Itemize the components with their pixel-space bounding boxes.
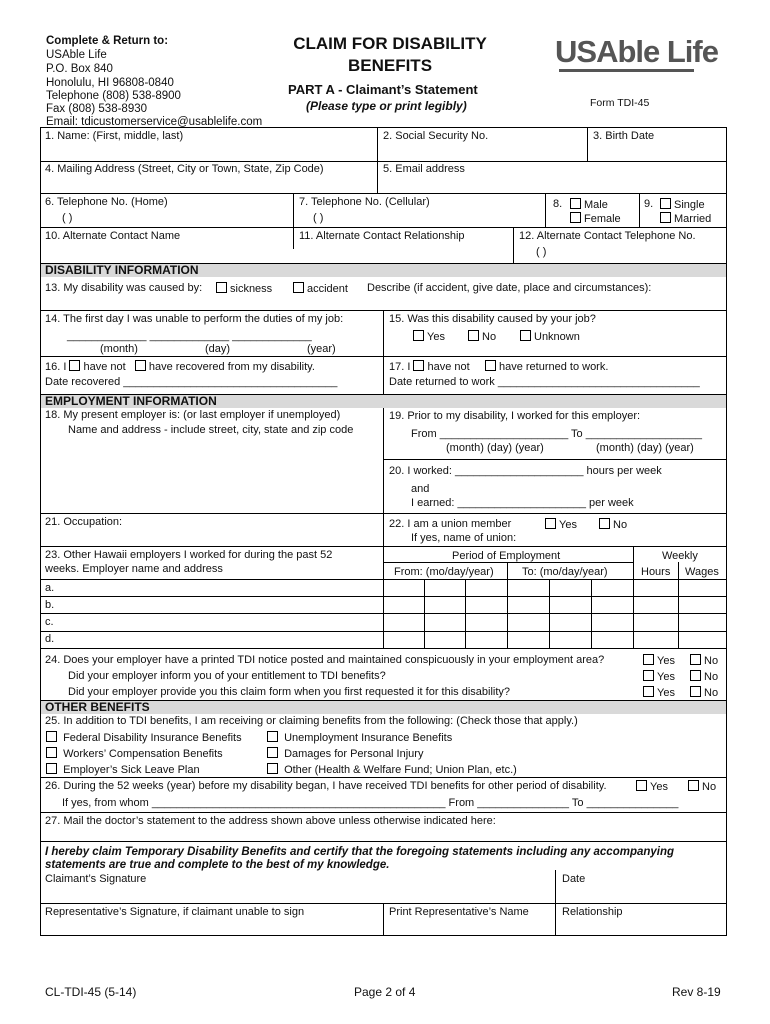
q16-have-checkbox[interactable] (135, 360, 146, 371)
q24c-no-option[interactable] (690, 686, 718, 700)
divider (678, 562, 679, 648)
from-header: From: (mo/day/year) (394, 566, 494, 578)
certification-line-2: statements are true and complete to the best of my knowledge. (45, 859, 390, 871)
female-option[interactable] (570, 212, 621, 226)
q26-a: 26. During the 52 weeks (year) before my disability began, I have received TDI benefits for other period of disability. (45, 780, 607, 792)
claimant-signature-label: Claimant’s Signature (45, 873, 147, 885)
q24b-yes-checkbox[interactable] (643, 670, 654, 681)
q14-label: 14. The first day I was unable to perform the duties of my job: (45, 313, 344, 325)
female-checkbox[interactable] (570, 212, 581, 223)
q24-b: Did your employer inform you of your entitlement to TDI benefits? (68, 670, 386, 682)
sickness-option[interactable] (216, 282, 272, 296)
period-header: Period of Employment (452, 550, 561, 562)
return-line-3: Honolulu, HI 96808-0840 (46, 77, 174, 89)
q19-from-to[interactable]: From _____________________ To ___________________ (411, 428, 702, 440)
q13-label: 13. My disability was caused by: (45, 282, 203, 294)
q16-date-recovered[interactable]: Date recovered ___________________________________ (45, 376, 338, 388)
single-option[interactable] (660, 198, 705, 212)
divider (383, 546, 384, 648)
q16-have-label: have recovered from my disability. (148, 361, 315, 373)
table-row: c. (45, 616, 54, 628)
q15-unknown-option[interactable] (520, 330, 580, 344)
divider (383, 408, 384, 546)
male-option[interactable] (570, 198, 608, 212)
q26-yes-label: Yes (650, 781, 668, 793)
single-label: Single (674, 199, 705, 211)
divider (507, 562, 508, 648)
q26-from-whom[interactable]: If yes, from whom ________________________________________________ From _______________ To _______________ (62, 797, 679, 809)
q14-year: (year) (307, 343, 336, 355)
q24a-no-option[interactable] (690, 654, 718, 668)
q24-c: Did your employer provide you this claim form when you first requested it for this disability? (68, 686, 511, 698)
q26-no-label: No (702, 781, 717, 793)
opt-sick-leave[interactable] (46, 763, 200, 777)
q13-describe: Describe (if accident, give date, place and circumstances): (367, 282, 652, 294)
q22-yes-option[interactable] (545, 518, 577, 532)
q19-label: 19. Prior to my disability, I worked for this employer: (389, 410, 641, 422)
q22-union-name: If yes, name of union: (411, 532, 517, 544)
q14-month: (month) (100, 343, 138, 355)
opt-workers-comp[interactable] (46, 747, 223, 761)
alt-contact-phone-area[interactable]: ( ) (536, 246, 547, 258)
opt-other[interactable] (267, 763, 517, 777)
damages-checkbox[interactable] (267, 747, 278, 758)
q22-no-label: No (613, 519, 628, 531)
footer-revision: Rev 8-19 (672, 985, 721, 999)
table-row: b. (45, 599, 55, 611)
q19-mdy-to: (month) (day) (year) (596, 442, 694, 454)
q25-label: 25. In addition to TDI benefits, I am receiving or claiming benefits from the following: (Check those that apply.) (45, 715, 578, 727)
q17-havenot-label: have not (427, 361, 470, 373)
male-label: Male (584, 199, 608, 211)
divider (383, 310, 384, 394)
sick-leave-label: Employer’s Sick Leave Plan (63, 764, 200, 776)
opt-damages[interactable] (267, 747, 423, 761)
q22-yes-checkbox[interactable] (545, 518, 556, 529)
q17-havenot-checkbox[interactable] (413, 360, 424, 371)
frame-left (40, 127, 41, 935)
opt-federal-disability[interactable] (46, 731, 242, 745)
divider (633, 546, 634, 648)
q22-label: 22. I am a union member (389, 518, 512, 530)
instruction: (Please type or print legibly) (306, 99, 467, 113)
yes-label: Yes (657, 655, 675, 667)
q22-yes-label: Yes (559, 519, 577, 531)
frame-top (40, 127, 727, 128)
field-ssn-label: 2. Social Security No. (383, 130, 489, 142)
q24c-yes-checkbox[interactable] (643, 686, 654, 697)
divider (40, 227, 727, 228)
field-name-label: 1. Name: (First, middle, last) (45, 130, 184, 142)
unemployment-checkbox[interactable] (267, 731, 278, 742)
q24c-yes-option[interactable] (643, 686, 675, 700)
home-phone-area[interactable]: ( ) (62, 212, 73, 224)
q18-line1: 18. My present employer is: (or last employer if unemployed) (45, 409, 341, 421)
field-cell-phone-label: 7. Telephone No. (Cellular) (299, 196, 430, 208)
divider (40, 841, 727, 842)
divider (40, 161, 727, 162)
q26-no-checkbox[interactable] (688, 780, 699, 791)
yes-label: Yes (657, 687, 675, 699)
form-title-line-2: BENEFITS (347, 56, 433, 75)
q26-yes-option[interactable] (636, 780, 668, 794)
field-marital-number: 9. (644, 198, 654, 210)
divider (587, 127, 588, 161)
sick-leave-checkbox[interactable] (46, 763, 57, 774)
q20-and: and (411, 483, 430, 495)
return-line-5: Fax (808) 538-8930 (46, 103, 148, 115)
field-home-phone-label: 6. Telephone No. (Home) (45, 196, 168, 208)
divider (40, 513, 727, 514)
q24a-yes-option[interactable] (643, 654, 675, 668)
q20-hours[interactable]: 20. I worked: _____________________ hours per week (389, 465, 662, 477)
divider (513, 227, 514, 263)
q17-have-label: have returned to work. (498, 361, 609, 373)
married-option[interactable] (660, 212, 711, 226)
cell-phone-area[interactable]: ( ) (313, 212, 324, 224)
frame-bottom (40, 935, 727, 936)
part-title: PART A - Claimant’s Statement (288, 82, 478, 97)
other-benefits-heading: OTHER BENEFITS (41, 700, 726, 714)
q21-occupation-label: 21. Occupation: (45, 516, 123, 528)
divider (40, 648, 727, 649)
return-title: Complete & Return to: (46, 35, 169, 47)
divider (40, 613, 727, 614)
q15-yes-label: Yes (427, 331, 445, 343)
disability-section-heading: DISABILITY INFORMATION (41, 263, 726, 277)
print-rep-name-label: Print Representative’s Name (389, 906, 529, 918)
divider (40, 631, 727, 632)
footer-page-number: Page 2 of 4 (354, 985, 416, 999)
female-label: Female (584, 213, 621, 225)
divider (383, 903, 384, 935)
opt-unemployment[interactable] (267, 731, 452, 745)
divider (40, 596, 727, 597)
no-label: No (704, 687, 719, 699)
rep-signature-label: Representative’s Signature, if claimant unable to sign (45, 906, 305, 918)
field-alt-contact-phone-label: 12. Alternate Contact Telephone No. (519, 230, 696, 242)
usable-life-logo: USAble Life (555, 34, 718, 69)
weekly-header: Weekly (662, 550, 698, 562)
divider (40, 193, 727, 194)
divider (40, 356, 727, 357)
federal-disability-label: Federal Disability Insurance Benefits (63, 732, 242, 744)
footer-form-code: CL-TDI-45 (5-14) (45, 985, 137, 999)
workers-comp-label: Workers’ Compensation Benefits (63, 748, 223, 760)
divider (383, 459, 727, 460)
form-title-line-1: CLAIM FOR DISABILITY (293, 34, 487, 53)
workers-comp-checkbox[interactable] (46, 747, 57, 758)
q14-date-blanks[interactable]: _____________ _____________ _____________ (67, 330, 312, 342)
other-label: Other (Health & Welfare Fund; Union Plan, etc.) (284, 764, 517, 776)
q17-date-returned[interactable]: Date returned to work _________________________________ (389, 376, 700, 388)
q24b-yes-option[interactable] (643, 670, 675, 684)
divider (40, 812, 727, 813)
q24b-no-option[interactable] (690, 670, 718, 684)
logo-underline (559, 69, 694, 72)
federal-disability-checkbox[interactable] (46, 731, 57, 742)
hours-header: Hours (641, 566, 671, 578)
q18-line2: Name and address - include street, city, state and zip code (68, 424, 354, 436)
q14-day: (day) (205, 343, 231, 355)
q26-yes-checkbox[interactable] (636, 780, 647, 791)
q24a-yes-checkbox[interactable] (643, 654, 654, 665)
divider (383, 562, 633, 563)
other-checkbox[interactable] (267, 763, 278, 774)
q16-row (45, 360, 315, 374)
accident-checkbox[interactable] (293, 282, 304, 293)
field-alt-contact-name-label: 10. Alternate Contact Name (45, 230, 181, 242)
q15-yes-checkbox[interactable] (413, 330, 424, 341)
q15-label: 15. Was this disability caused by your job? (389, 313, 596, 325)
sickness-label: sickness (230, 283, 273, 295)
q17-row (389, 360, 608, 374)
return-line-1: USAble Life (46, 49, 107, 61)
sickness-checkbox[interactable] (216, 282, 227, 293)
no-label: No (704, 655, 719, 667)
certification-line-1: I hereby claim Temporary Disability Benefits and certify that the foregoing statements including any accompanying (45, 846, 675, 858)
return-line-4: Telephone (808) 538-8900 (46, 90, 181, 102)
q23-line1: 23. Other Hawaii employers I worked for during the past 52 (45, 549, 333, 561)
yes-label: Yes (657, 671, 675, 683)
q22-no-checkbox[interactable] (599, 518, 610, 529)
relationship-label: Relationship (562, 906, 623, 918)
q24-a: 24. Does your employer have a printed TDI notice posted and maintained conspicuously in your employment area? (45, 654, 605, 666)
damages-label: Damages for Personal Injury (284, 748, 424, 760)
divider (40, 777, 727, 778)
q15-unknown-label: Unknown (534, 331, 580, 343)
q27-label: 27. Mail the doctor’s statement to the address shown above unless otherwise indicated here: (45, 815, 496, 827)
q24c-no-checkbox[interactable] (690, 686, 701, 697)
divider (293, 193, 294, 249)
unemployment-label: Unemployment Insurance Benefits (284, 732, 453, 744)
form-number: Form TDI-45 (590, 97, 650, 109)
q15-no-checkbox[interactable] (468, 330, 479, 341)
single-checkbox[interactable] (660, 198, 671, 209)
q20-earned[interactable]: I earned: _____________________ per week (411, 497, 634, 509)
divider (377, 127, 378, 193)
q17-have-checkbox[interactable] (485, 360, 496, 371)
wages-header: Wages (685, 566, 719, 578)
q15-yes-option[interactable] (413, 330, 445, 344)
accident-label: accident (307, 283, 348, 295)
q19-mdy-from: (month) (day) (year) (446, 442, 544, 454)
q17-i: 17. I (389, 361, 411, 373)
frame-right (726, 127, 727, 935)
q16-i: 16. I (45, 361, 67, 373)
divider (545, 193, 546, 227)
married-checkbox[interactable] (660, 212, 671, 223)
table-row: d. (45, 633, 55, 645)
field-address-label: 4. Mailing Address (Street, City or Town, State, Zip Code) (45, 163, 324, 175)
q15-unknown-checkbox[interactable] (520, 330, 531, 341)
to-header: To: (mo/day/year) (522, 566, 608, 578)
q16-havenot-label: have not (83, 361, 126, 373)
q24a-no-checkbox[interactable] (690, 654, 701, 665)
date-label: Date (562, 873, 586, 885)
q22-no-option[interactable] (599, 518, 627, 532)
employment-section-heading: EMPLOYMENT INFORMATION (41, 394, 726, 408)
field-email-label: 5. Email address (383, 163, 465, 175)
divider (40, 394, 727, 395)
divider (40, 700, 727, 701)
male-checkbox[interactable] (570, 198, 581, 209)
q24b-no-checkbox[interactable] (690, 670, 701, 681)
q15-no-option[interactable] (468, 330, 496, 344)
accident-option[interactable] (293, 282, 348, 296)
no-label: No (704, 671, 719, 683)
q26-no-option[interactable] (688, 780, 716, 794)
divider (639, 193, 640, 227)
return-line-6: Email: tdicustomerservice@usablelife.com (46, 116, 263, 128)
q15-no-label: No (482, 331, 497, 343)
return-line-2: P.O. Box 840 (46, 63, 113, 75)
married-label: Married (674, 213, 712, 225)
q16-havenot-checkbox[interactable] (69, 360, 80, 371)
divider (40, 263, 727, 264)
field-birthdate-label: 3. Birth Date (593, 130, 655, 142)
field-alt-contact-relationship-label: 11. Alternate Contact Relationship (299, 230, 465, 242)
field-sex-number: 8. (553, 198, 563, 210)
q23-line2: weeks. Employer name and address (45, 563, 223, 575)
table-row: a. (45, 582, 55, 594)
